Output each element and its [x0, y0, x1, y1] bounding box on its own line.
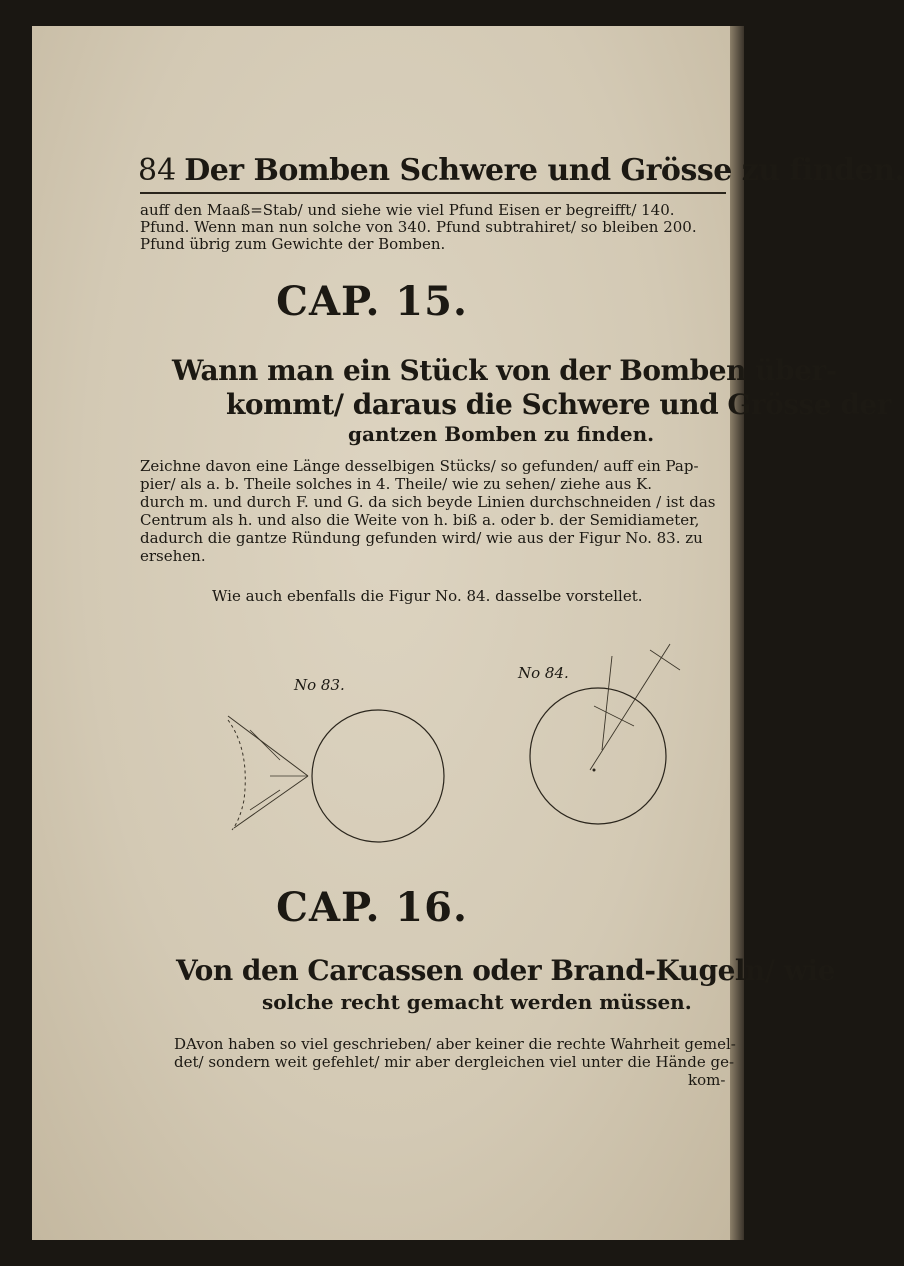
chapter-16-heading: CAP. 16. [276, 884, 468, 931]
running-header [138, 148, 904, 188]
catchword: kom- [688, 1071, 726, 1089]
intro-line: Pfund übrig zum Gewichte der Bomben. [140, 235, 446, 253]
chapter-15-body-line: dadurch die gantze Ründung gefunden wird/ wie aus der Figur No. 83. zu [140, 529, 703, 547]
figure-83-label: No 83. [294, 676, 345, 694]
figure-note: Wie auch ebenfalls die Figur No. 84. dasselbe vorstellet. [212, 587, 643, 605]
figure-84-label: No 84. [518, 664, 569, 682]
chapter-15-body-line: durch m. und durch F. und G. da sich beyde Linien durchschneiden / ist das [140, 493, 716, 511]
running-title: Der Bomben Schwere und Grösse zu finden. [184, 153, 904, 188]
chapter-16-body-line: DAvon haben so viel geschrieben/ aber keiner die rechte Wahrheit gemel- [174, 1035, 736, 1053]
header-rule [140, 192, 726, 194]
chapter-16-body-line: det/ sondern weit gefehlet/ mir aber dergleichen viel unter die Hände ge- [174, 1053, 735, 1071]
chapter-15-body-line: Centrum als h. und also die Weite von h. biß a. oder b. der Semidiameter, [140, 511, 700, 529]
chapter-15-title-line: Wann man ein Stück von der Bomben über- [172, 354, 837, 387]
page-number: 84 [138, 153, 177, 188]
intro-line: auff den Maaß=Stab/ und siehe wie viel Pfund Eisen er begreifft/ 140. [140, 201, 675, 219]
chapter-15-body-line: pier/ als a. b. Theile solches in 4. Theile/ wie zu sehen/ ziehe aus K. [140, 475, 653, 493]
chapter-15-body-line: ersehen. [140, 547, 206, 565]
chapter-15-body-line: Zeichne davon eine Länge desselbigen Stücks/ so gefunden/ auff ein Pap- [140, 457, 699, 475]
intro-line: Pfund. Wenn man nun solche von 340. Pfund subtrahiret/ so bleiben 200. [140, 218, 697, 236]
figure-84-diagram [520, 630, 700, 830]
figure-83-diagram [210, 690, 460, 850]
chapter-16-title-line: solche recht gemacht werden müssen. [262, 990, 692, 1014]
chapter-16-title-line: Von den Carcassen oder Brand-Kugeln/ wie [176, 954, 835, 987]
chapter-15-heading: CAP. 15. [276, 278, 468, 325]
chapter-15-title-line: kommt/ daraus die Schwere und Grösse der [226, 388, 891, 421]
chapter-15-title-line: gantzen Bomben zu finden. [348, 422, 655, 446]
